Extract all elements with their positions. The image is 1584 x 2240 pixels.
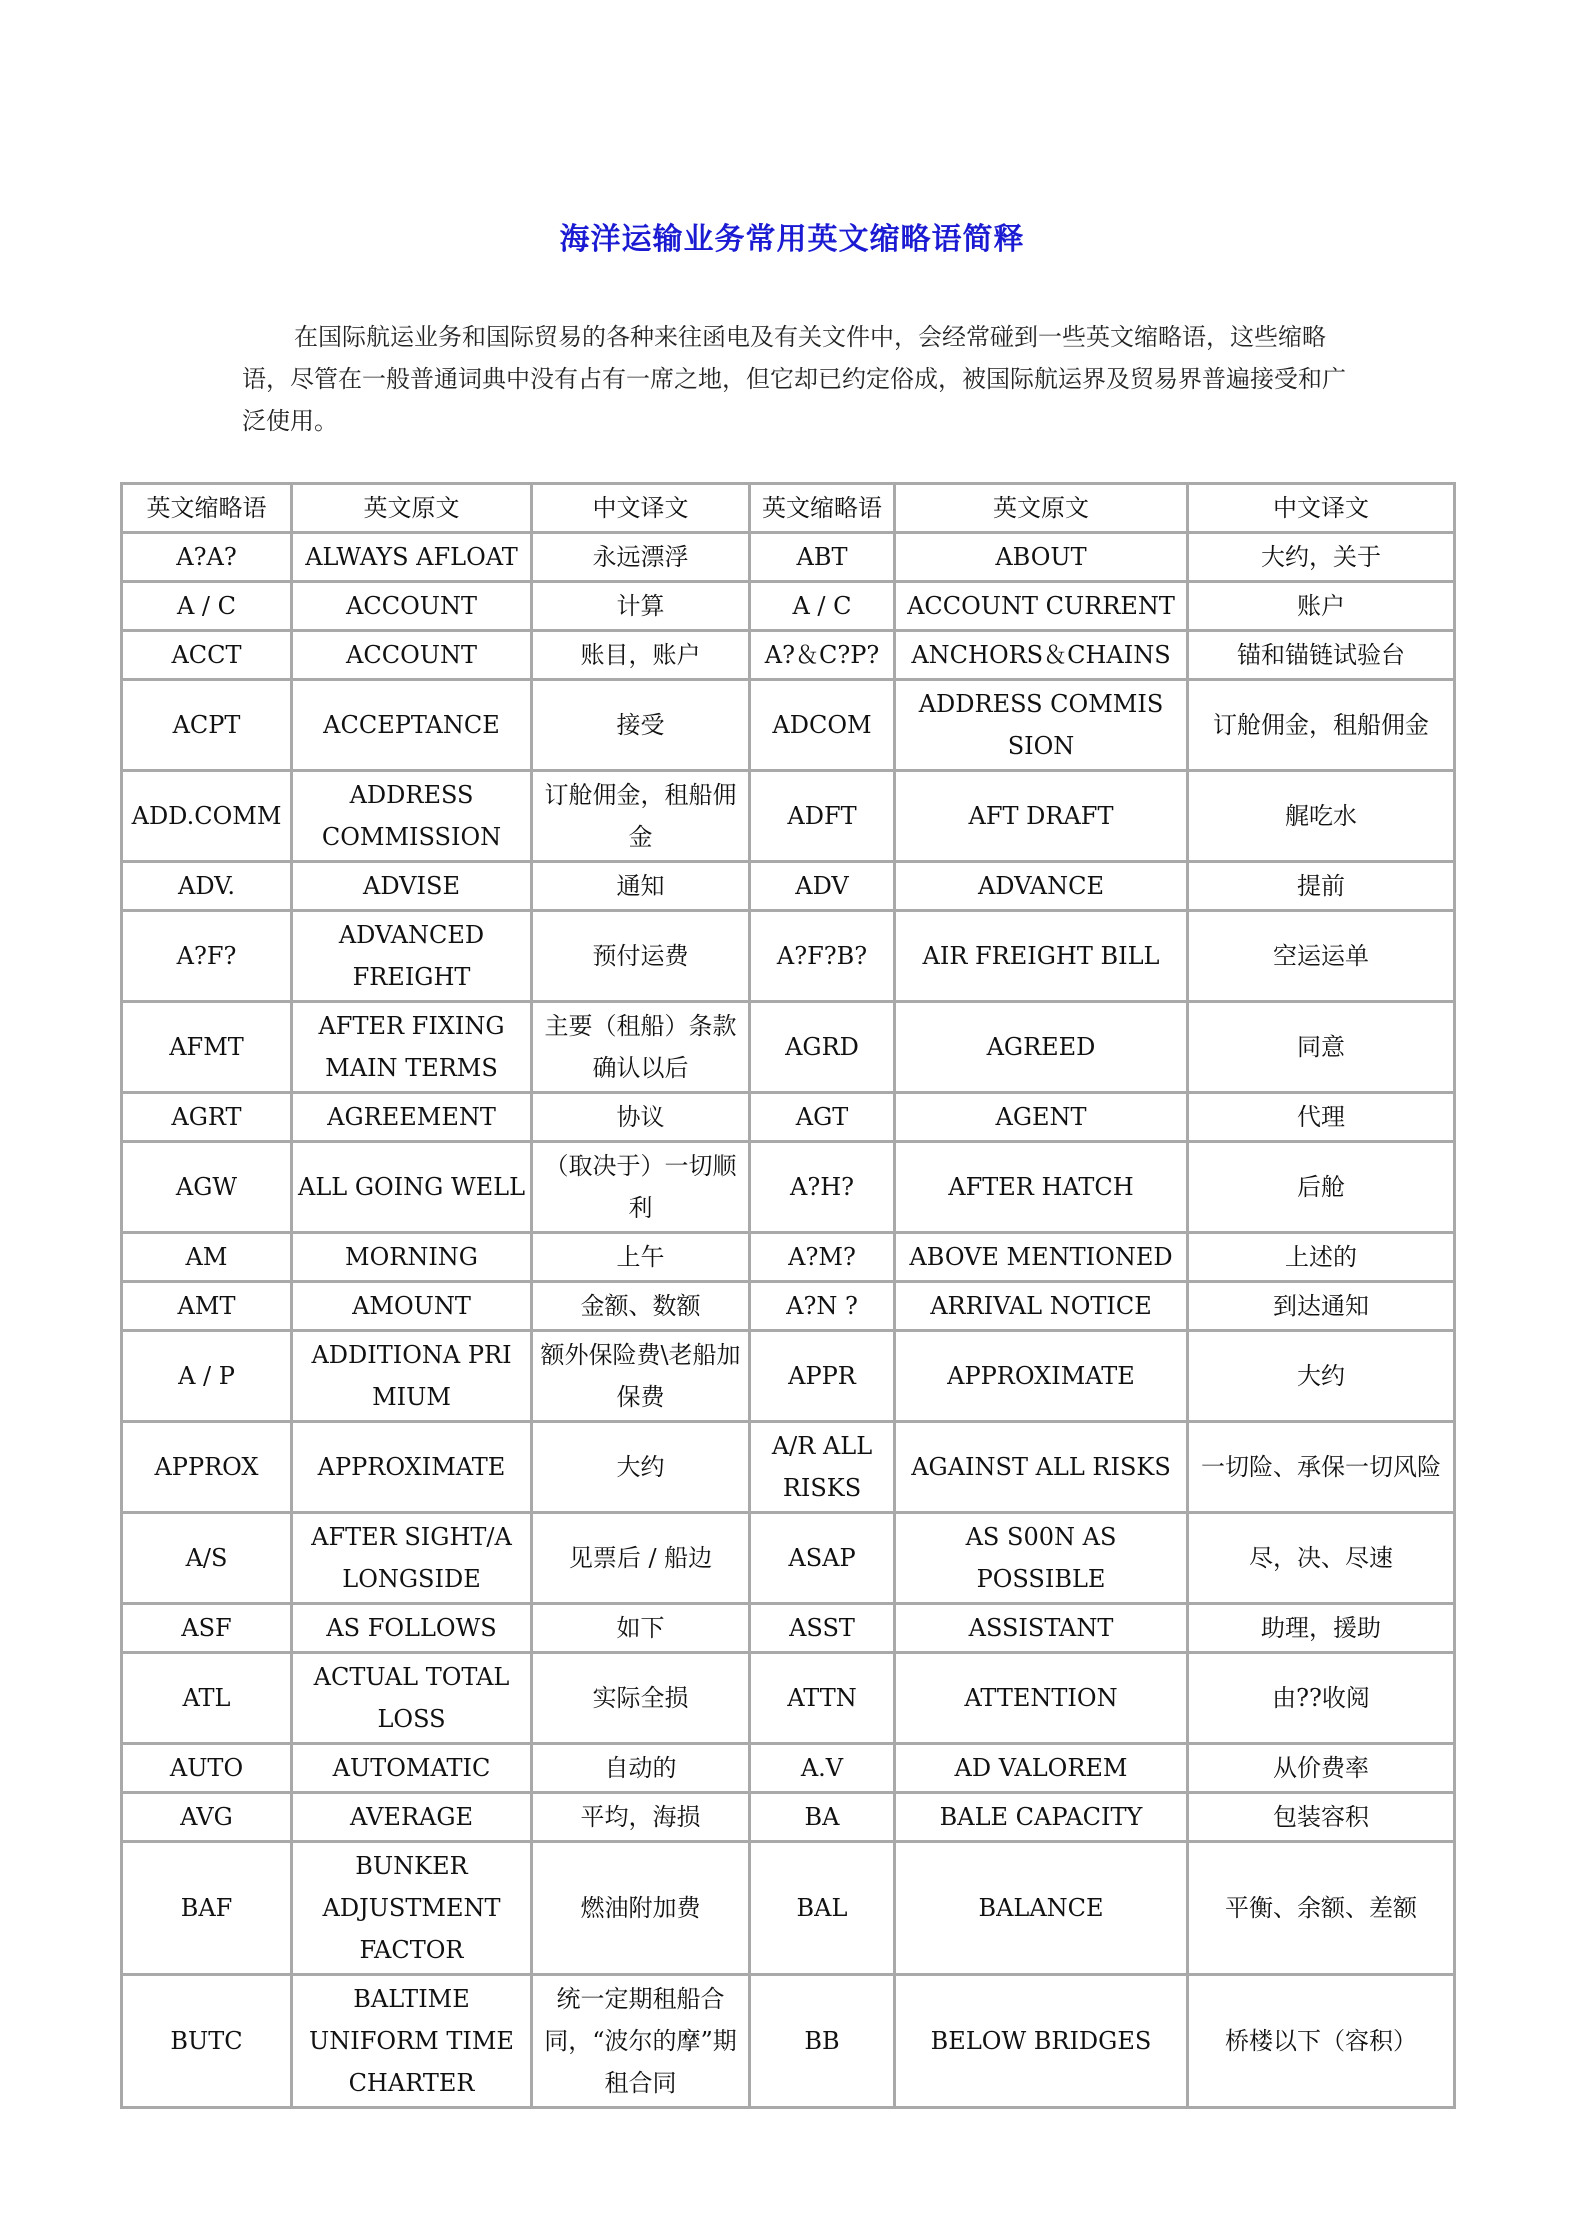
chinese-translation-cell: 永远漂浮 — [532, 533, 750, 582]
english-original-cell: AFTER SIGHT/A LONGSIDE — [292, 1513, 532, 1604]
chinese-translation-cell: 尽，决、尽速 — [1188, 1513, 1455, 1604]
chinese-translation-cell: （取决于）一切顺利 — [532, 1142, 750, 1233]
english-original-cell: ABOUT — [895, 533, 1188, 582]
chinese-translation-cell: 账目，账户 — [532, 631, 750, 680]
english-original-cell: BALE CAPACITY — [895, 1793, 1188, 1842]
chinese-translation-cell: 平衡、余额、差额 — [1188, 1842, 1455, 1975]
table-row — [122, 1142, 1455, 1233]
chinese-translation-cell: 计算 — [532, 582, 750, 631]
chinese-translation-cell: 助理，援助 — [1188, 1604, 1455, 1653]
english-original-cell: ADDITIONA PRI MIUM — [292, 1331, 532, 1422]
english-original-cell: AUTOMATIC — [292, 1744, 532, 1793]
chinese-translation-cell: 空运运单 — [1188, 911, 1455, 1002]
abbreviation-cell: A.V — [750, 1744, 895, 1793]
chinese-translation-cell: 锚和锚链试验台 — [1188, 631, 1455, 680]
abbreviation-cell: A?F? — [122, 911, 292, 1002]
abbreviation-cell: ADD.COMM — [122, 771, 292, 862]
abbreviation-cell: A?H? — [750, 1142, 895, 1233]
table-row — [122, 1604, 1455, 1653]
abbreviation-cell: AGRT — [122, 1093, 292, 1142]
table-body — [122, 533, 1455, 2108]
header-chinese-translation: 中文译文 — [1188, 484, 1455, 533]
english-original-cell: ASSISTANT — [895, 1604, 1188, 1653]
table-row — [122, 1513, 1455, 1604]
table-row — [122, 1233, 1455, 1282]
table-row — [122, 1653, 1455, 1744]
table-row — [122, 680, 1455, 771]
english-original-cell: ADDRESS COMMIS SION — [895, 680, 1188, 771]
abbreviation-cell: ASST — [750, 1604, 895, 1653]
english-original-cell: ARRIVAL NOTICE — [895, 1282, 1188, 1331]
abbreviation-cell: AM — [122, 1233, 292, 1282]
english-original-cell: AGREED — [895, 1002, 1188, 1093]
chinese-translation-cell: 协议 — [532, 1093, 750, 1142]
english-original-cell: MORNING — [292, 1233, 532, 1282]
abbreviation-cell: AMT — [122, 1282, 292, 1331]
table-row — [122, 1282, 1455, 1331]
abbreviation-cell: AVG — [122, 1793, 292, 1842]
table-row — [122, 1002, 1455, 1093]
english-original-cell: APPROXIMATE — [292, 1422, 532, 1513]
table-row — [122, 1093, 1455, 1142]
abbreviation-cell: ADV. — [122, 862, 292, 911]
chinese-translation-cell: 代理 — [1188, 1093, 1455, 1142]
chinese-translation-cell: 提前 — [1188, 862, 1455, 911]
header-english-original: 英文原文 — [292, 484, 532, 533]
abbreviation-cell: ADFT — [750, 771, 895, 862]
english-original-cell: BALANCE — [895, 1842, 1188, 1975]
chinese-translation-cell: 接受 — [532, 680, 750, 771]
chinese-translation-cell: 上午 — [532, 1233, 750, 1282]
header-chinese-translation: 中文译文 — [532, 484, 750, 533]
abbreviation-cell: BB — [750, 1975, 895, 2108]
table-row — [122, 911, 1455, 1002]
table-row — [122, 1842, 1455, 1975]
table-row — [122, 862, 1455, 911]
table-row — [122, 582, 1455, 631]
chinese-translation-cell: 实际全损 — [532, 1653, 750, 1744]
english-original-cell: ACCOUNT CURRENT — [895, 582, 1188, 631]
header-english-original: 英文原文 — [895, 484, 1188, 533]
abbreviation-cell: BA — [750, 1793, 895, 1842]
chinese-translation-cell: 通知 — [532, 862, 750, 911]
english-original-cell: AMOUNT — [292, 1282, 532, 1331]
abbreviation-cell: BUTC — [122, 1975, 292, 2108]
table-row — [122, 1975, 1455, 2108]
abbreviation-cell: ATL — [122, 1653, 292, 1744]
english-original-cell: AFT DRAFT — [895, 771, 1188, 862]
english-original-cell: ADDRESS COMMISSION — [292, 771, 532, 862]
table-row — [122, 533, 1455, 582]
header-abbreviation: 英文缩略语 — [122, 484, 292, 533]
chinese-translation-cell: 账户 — [1188, 582, 1455, 631]
chinese-translation-cell: 金额、数额 — [532, 1282, 750, 1331]
english-original-cell: ADVISE — [292, 862, 532, 911]
abbreviation-cell: ASF — [122, 1604, 292, 1653]
chinese-translation-cell: 上述的 — [1188, 1233, 1455, 1282]
abbreviation-cell: A?F?B? — [750, 911, 895, 1002]
chinese-translation-cell: 大约 — [1188, 1331, 1455, 1422]
table-row — [122, 1422, 1455, 1513]
abbreviation-cell: AGRD — [750, 1002, 895, 1093]
abbreviation-cell: ACPT — [122, 680, 292, 771]
abbreviation-cell: ATTN — [750, 1653, 895, 1744]
chinese-translation-cell: 额外保险费\老船加保费 — [532, 1331, 750, 1422]
chinese-translation-cell: 从价费率 — [1188, 1744, 1455, 1793]
english-original-cell: ATTENTION — [895, 1653, 1188, 1744]
chinese-translation-cell: 由??收阅 — [1188, 1653, 1455, 1744]
abbreviation-cell: A?N ? — [750, 1282, 895, 1331]
chinese-translation-cell: 包装容积 — [1188, 1793, 1455, 1842]
english-original-cell: APPROXIMATE — [895, 1331, 1188, 1422]
chinese-translation-cell: 后舱 — [1188, 1142, 1455, 1233]
abbreviation-cell: AFMT — [122, 1002, 292, 1093]
header-abbreviation: 英文缩略语 — [750, 484, 895, 533]
english-original-cell: AS S00N AS POSSIBLE — [895, 1513, 1188, 1604]
english-original-cell: ADVANCED FREIGHT — [292, 911, 532, 1002]
abbreviation-cell: ADCOM — [750, 680, 895, 771]
english-original-cell: BUNKER ADJUSTMENT FACTOR — [292, 1842, 532, 1975]
chinese-translation-cell: 订舱佣金，租船佣金 — [532, 771, 750, 862]
document-title: 海洋运输业务常用英文缩略语简释 — [559, 222, 1025, 257]
chinese-translation-cell: 见票后 / 船边 — [532, 1513, 750, 1604]
chinese-translation-cell: 主要（租船）条款确认以后 — [532, 1002, 750, 1093]
english-original-cell: AS FOLLOWS — [292, 1604, 532, 1653]
table-row — [122, 1331, 1455, 1422]
intro-paragraph: 在国际航运业务和国际贸易的各种来往函电及有关文件中，会经常碰到一些英文缩略语，这些缩略语，尽管在一般普通词典中没有占有一席之地，但它却已约定俗成，被国际航运界及贸易界普遍接受和广泛使用。 — [242, 323, 1346, 435]
abbreviation-cell: APPROX — [122, 1422, 292, 1513]
english-original-cell: ALL GOING WELL — [292, 1142, 532, 1233]
english-original-cell: BALTIME UNIFORM TIME CHARTER — [292, 1975, 532, 2108]
abbreviation-cell: A?M? — [750, 1233, 895, 1282]
chinese-translation-cell: 一切险、承保一切风险 — [1188, 1422, 1455, 1513]
english-original-cell: ALWAYS AFLOAT — [292, 533, 532, 582]
abbreviation-cell: A/S — [122, 1513, 292, 1604]
chinese-translation-cell: 如下 — [532, 1604, 750, 1653]
table-row — [122, 631, 1455, 680]
table-row — [122, 1793, 1455, 1842]
english-original-cell: ADVANCE — [895, 862, 1188, 911]
english-original-cell: ACCOUNT — [292, 582, 532, 631]
abbreviation-cell: APPR — [750, 1331, 895, 1422]
chinese-translation-cell: 燃油附加费 — [532, 1842, 750, 1975]
chinese-translation-cell: 预付运费 — [532, 911, 750, 1002]
table-header-row — [122, 484, 1455, 533]
abbreviation-cell: BAF — [122, 1842, 292, 1975]
english-original-cell: AGENT — [895, 1093, 1188, 1142]
chinese-translation-cell: 大约 — [532, 1422, 750, 1513]
english-original-cell: AD VALOREM — [895, 1744, 1188, 1793]
chinese-translation-cell: 同意 — [1188, 1002, 1455, 1093]
abbreviation-cell: A / P — [122, 1331, 292, 1422]
english-original-cell: ACCEPTANCE — [292, 680, 532, 771]
abbreviation-cell: AGT — [750, 1093, 895, 1142]
abbreviation-cell: A / C — [122, 582, 292, 631]
abbreviation-cell: A/R ALL RISKS — [750, 1422, 895, 1513]
english-original-cell: AIR FREIGHT BILL — [895, 911, 1188, 1002]
abbreviation-cell: A / C — [750, 582, 895, 631]
chinese-translation-cell: 到达通知 — [1188, 1282, 1455, 1331]
english-original-cell: BELOW BRIDGES — [895, 1975, 1188, 2108]
abbreviation-cell: BAL — [750, 1842, 895, 1975]
english-original-cell: ACTUAL TOTAL LOSS — [292, 1653, 532, 1744]
english-original-cell: AGREEMENT — [292, 1093, 532, 1142]
chinese-translation-cell: 大约，关于 — [1188, 533, 1455, 582]
abbreviation-cell: AGW — [122, 1142, 292, 1233]
abbreviation-cell: ABT — [750, 533, 895, 582]
abbreviation-cell: AUTO — [122, 1744, 292, 1793]
abbreviation-cell: ACCT — [122, 631, 292, 680]
abbreviation-cell: ASAP — [750, 1513, 895, 1604]
english-original-cell: ANCHORS＆CHAINS — [895, 631, 1188, 680]
chinese-translation-cell: 艉吃水 — [1188, 771, 1455, 862]
chinese-translation-cell: 平均，海损 — [532, 1793, 750, 1842]
english-original-cell: AFTER HATCH — [895, 1142, 1188, 1233]
english-original-cell: ACCOUNT — [292, 631, 532, 680]
abbreviation-cell: ADV — [750, 862, 895, 911]
english-original-cell: AGAINST ALL RISKS — [895, 1422, 1188, 1513]
chinese-translation-cell: 自动的 — [532, 1744, 750, 1793]
table-row — [122, 771, 1455, 862]
abbreviation-cell: A?＆C?P? — [750, 631, 895, 680]
chinese-translation-cell: 桥楼以下（容积） — [1188, 1975, 1455, 2108]
english-original-cell: AFTER FIXING MAIN TERMS — [292, 1002, 532, 1093]
english-original-cell: ABOVE MENTIONED — [895, 1233, 1188, 1282]
abbreviation-table — [120, 482, 1456, 2109]
chinese-translation-cell: 订舱佣金，租船佣金 — [1188, 680, 1455, 771]
abbreviation-cell: A?A? — [122, 533, 292, 582]
table-row — [122, 1744, 1455, 1793]
english-original-cell: AVERAGE — [292, 1793, 532, 1842]
chinese-translation-cell: 统一定期租船合同，“波尔的摩”期租合同 — [532, 1975, 750, 2108]
